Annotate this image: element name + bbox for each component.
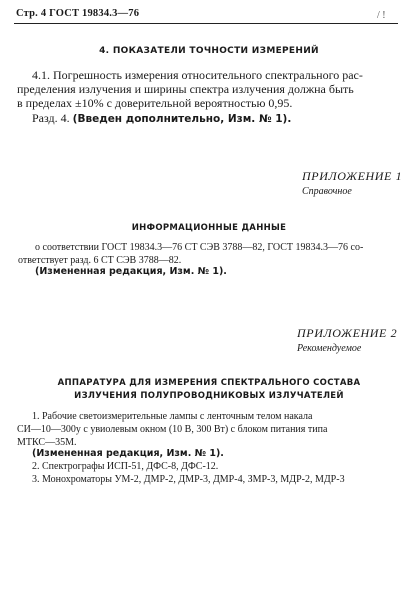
appendix-2-item-1-line-3: МТКС—35М. [17, 437, 77, 448]
section-4-note [32, 111, 291, 127]
appendix-1-kind: Справочное [302, 186, 352, 197]
section-4-note-prefix: Разд. 4. [32, 111, 73, 125]
appendix-1-title: ИНФОРМАЦИОННЫЕ ДАННЫЕ [131, 223, 287, 233]
section-4-para-line-3: в пределах ±10% с доверительной вероятностью 0,95. [17, 96, 293, 110]
section-4-title: 4. ПОКАЗАТЕЛИ ТОЧНОСТИ ИЗМЕРЕНИЙ [99, 46, 319, 56]
appendix-2-item-1-edit: (Измененная редакция, Изм. № 1). [32, 448, 224, 459]
appendix-2-item-3: 3. Монохроматоры УМ-2, ДМР-2, ДМР-3, ДМР-4, ЗМР-3, МДР-2, МДР-3 [32, 474, 345, 485]
appendix-2-title-line-2: ИЗЛУЧЕНИЯ ПОЛУПРОВОДНИКОВЫХ ИЗЛУЧАТЕЛЕЙ [74, 391, 344, 401]
appendix-1-edit: (Измененная редакция, Изм. № 1). [35, 266, 227, 277]
section-4-para-line-2: пределения излучения и ширины спектра излучения должна быть [17, 82, 354, 96]
header-rule [14, 23, 398, 24]
page-header: Стр. 4 ГОСТ 19834.3—76 [16, 8, 140, 19]
appendix-2-label: ПРИЛОЖЕНИЕ 2 [297, 326, 398, 340]
appendix-2-item-1-line-1: 1. Рабочие светоизмерительные лампы с ленточным телом накала [32, 411, 313, 422]
section-4-para-line-1: 4.1. Погрешность измерения относительного спектрального рас- [32, 68, 363, 82]
appendix-2-item-2: 2. Спектрографы ИСП-51, ДФС-8, ДФС-12. [32, 461, 219, 472]
appendix-2-title-line-1: АППАРАТУРА ДЛЯ ИЗМЕРЕНИЯ СПЕКТРАЛЬНОГО СОСТАВА [57, 378, 361, 388]
appendix-1-line-2: ответствует разд. 6 СТ СЭВ 3788—82. [18, 255, 182, 266]
appendix-2-item-1-line-2: СИ—10—300у с увиолевым окном (10 В, 300 Вт) с блоком питания типа [17, 424, 328, 435]
appendix-2-kind: Рекомендуемое [297, 343, 362, 354]
corner-mark: / ! [377, 10, 386, 21]
section-4-note-bold: (Введен дополнительно, Изм. № 1). [72, 113, 292, 125]
appendix-1-line-1: о соответствии ГОСТ 19834.3—76 СТ СЭВ 3788—82, ГОСТ 19834.3—76 со- [35, 242, 364, 253]
appendix-1-label: ПРИЛОЖЕНИЕ 1 [302, 169, 403, 183]
